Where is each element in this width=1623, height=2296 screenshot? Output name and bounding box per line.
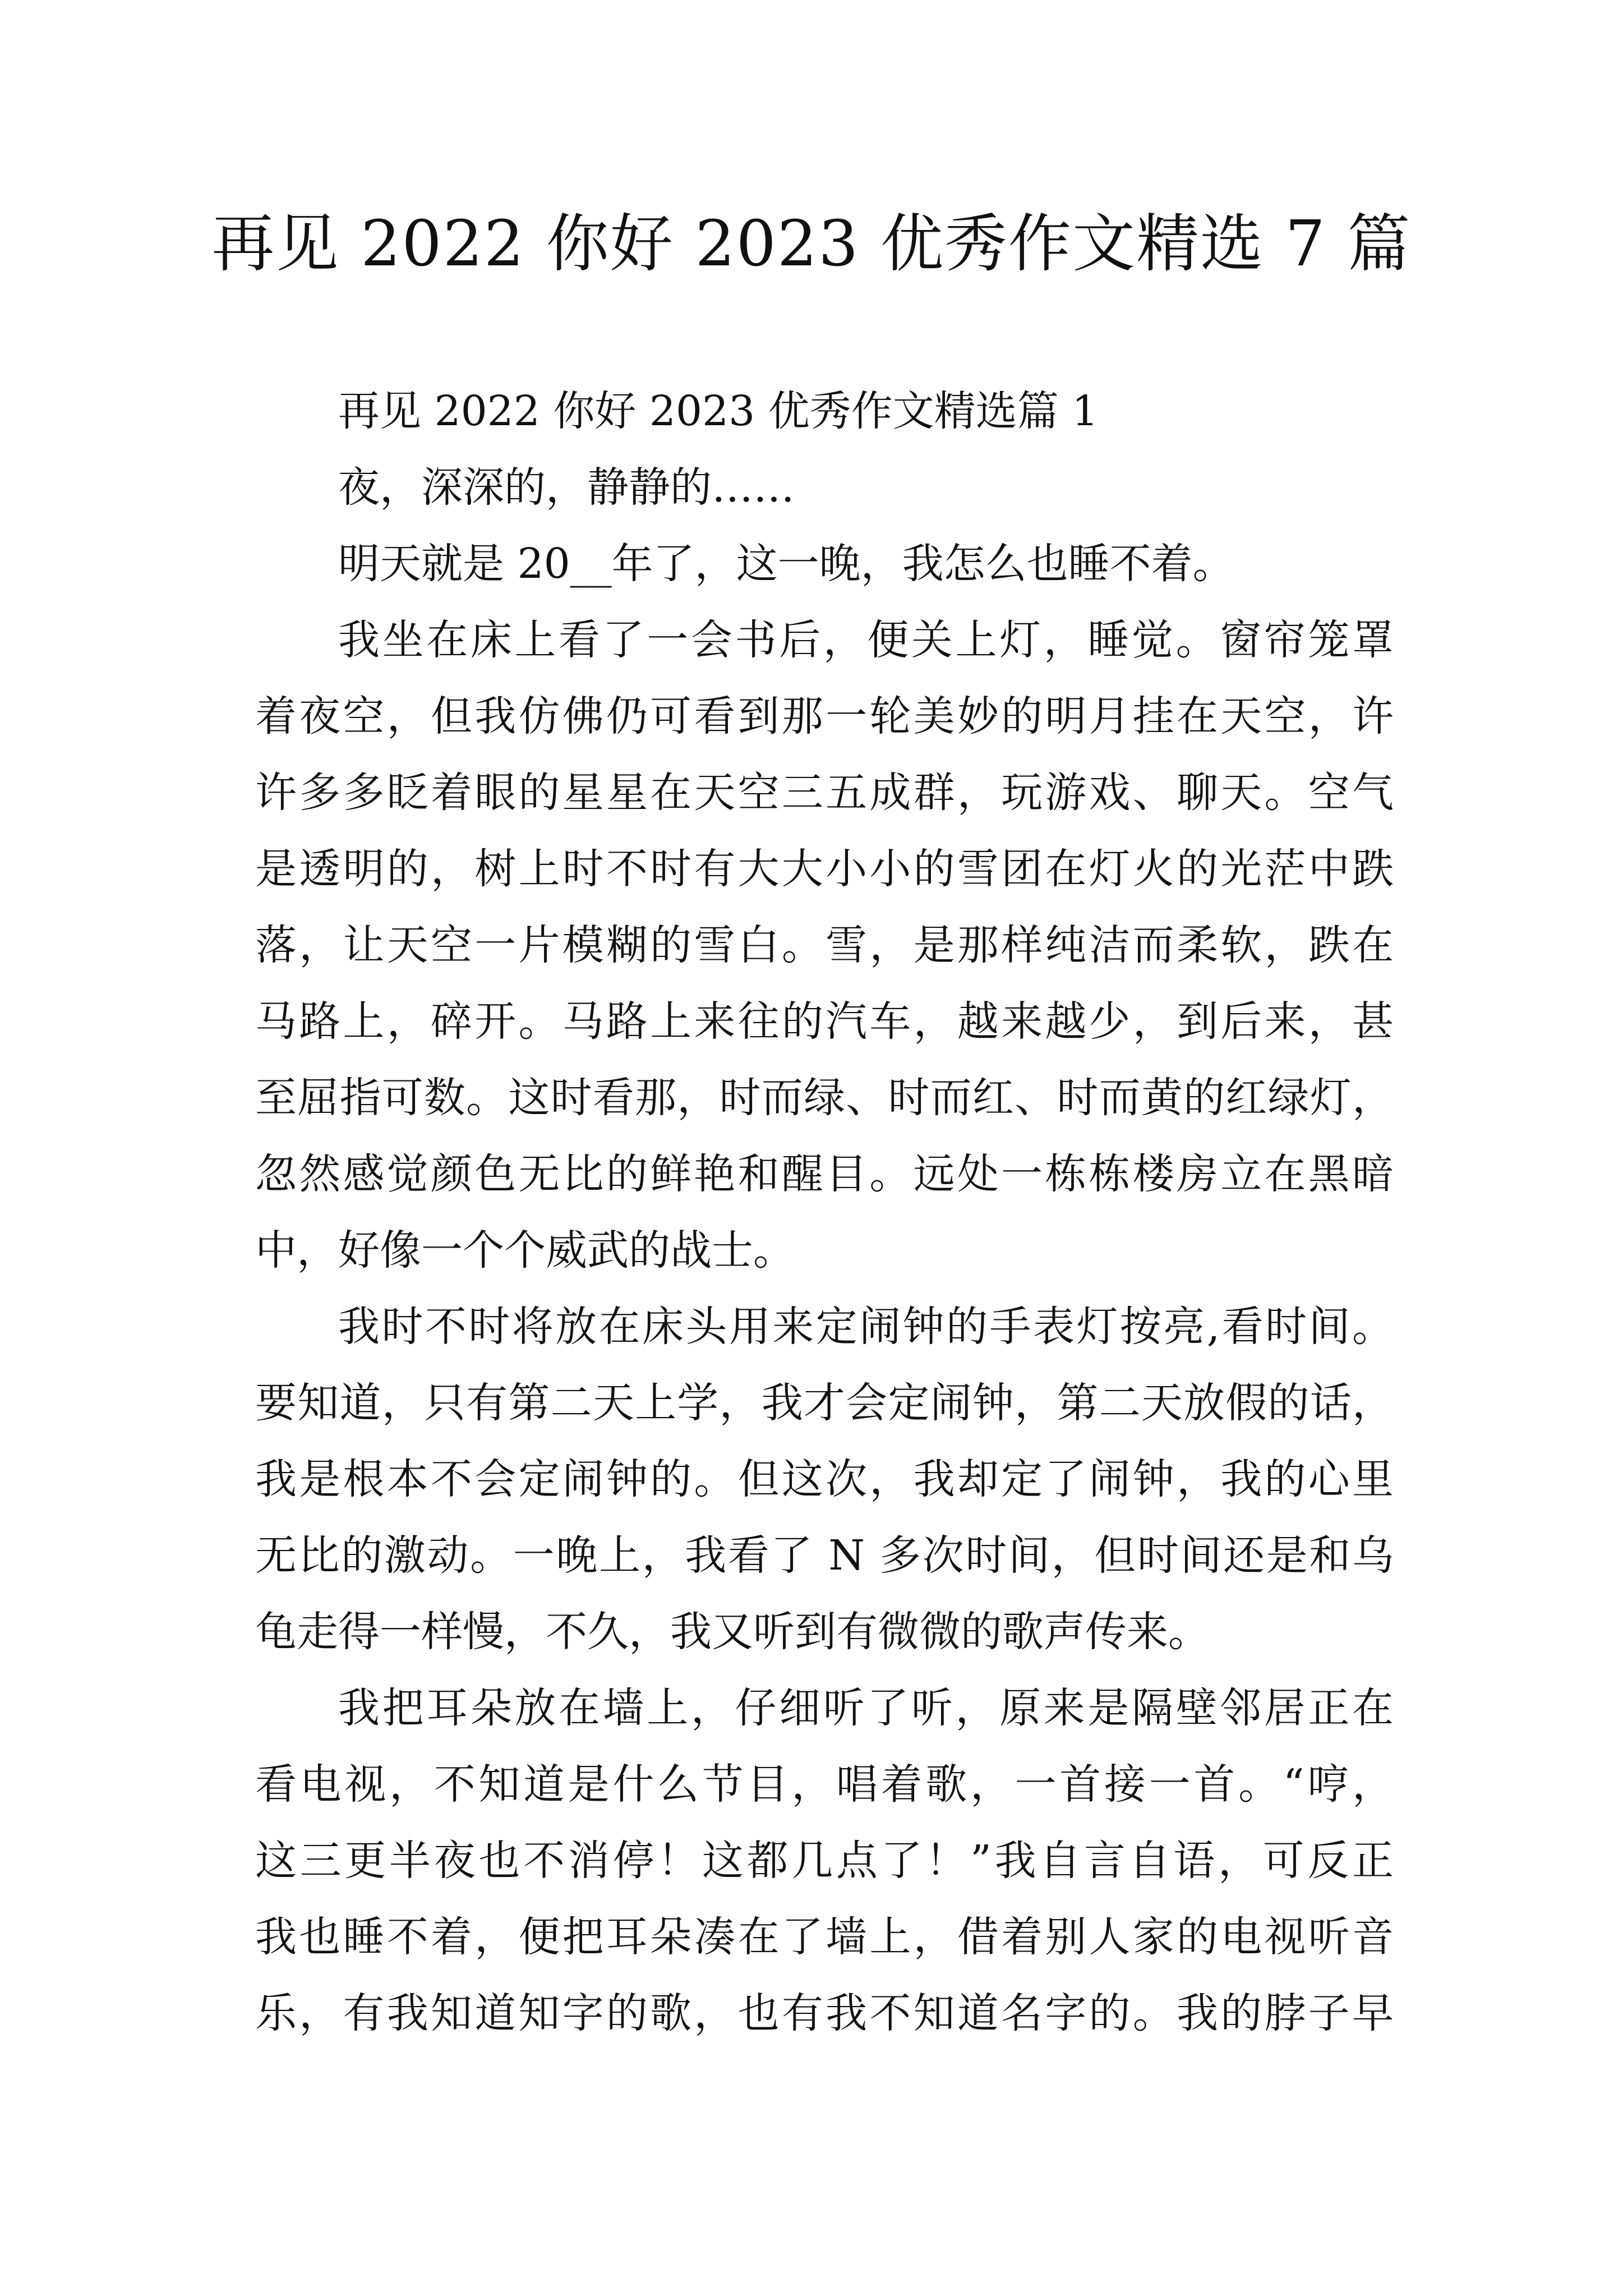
text-line: 我是根本不会定闹钟的。但这次，我却定了闹钟，我的心里 [255, 1455, 1394, 1503]
text-line: 明天就是 20__年了，这一晚，我怎么也睡不着。 [338, 540, 1234, 588]
text-line: 着夜空，但我仿佛仍可看到那一轮美妙的明月挂在天空，许 [255, 692, 1394, 740]
text-line: 我坐在床上看了一会书后，便关上灯，睡觉。窗帘笼罩 [338, 616, 1394, 664]
text-line: 至屈指可数。这时看那，时而绿、时而红、时而黄的红绿灯， [255, 1074, 1394, 1122]
text-line: 夜，深深的，静静的…… [338, 463, 795, 512]
text-line: 落，让天空一片模糊的雪白。雪，是那样纯洁而柔软，跌在 [255, 921, 1394, 969]
document-body [255, 373, 1394, 2051]
text-line: 这三更半夜也不消停！这都几点了！”我自言自语，可反正 [255, 1837, 1394, 1885]
text-line: 许多多眨着眼的星星在天空三五成群，玩游戏、聊天。空气 [255, 769, 1394, 817]
text-line: 我也睡不着，便把耳朵凑在了墙上，借着别人家的电视听音 [255, 1913, 1394, 1961]
text-line: 我把耳朵放在墙上，仔细听了听，原来是隔壁邻居正在 [338, 1684, 1394, 1732]
text-line: 中，好像一个个威武的战士。 [255, 1226, 795, 1274]
text-line: 再见 2022 你好 2023 优秀作文精选篇 1 [338, 387, 1099, 435]
text-line: 看电视，不知道是什么节目，唱着歌，一首接一首。“哼， [255, 1760, 1394, 1809]
text-line: 忽然感觉颜色无比的鲜艳和醒目。远处一栋栋楼房立在黑暗 [255, 1150, 1394, 1198]
text-line: 马路上，碎开。马路上来往的汽车，越来越少，到后来，甚 [255, 997, 1394, 1046]
document-title: 再见 2022 你好 2023 优秀作文精选 7 篇 [211, 208, 1412, 280]
text-line: 要知道，只有第二天上学，我才会定闹钟，第二天放假的话， [255, 1379, 1394, 1427]
text-line: 无比的激动。一晚上，我看了 N 多次时间，但时间还是和乌 [255, 1531, 1394, 1580]
text-line: 我时不时将放在床头用来定闹钟的手表灯按亮,看时间。 [338, 1303, 1394, 1351]
text-line: 是透明的，树上时不时有大大小小的雪团在灯火的光茫中跌 [255, 845, 1394, 893]
text-line: 乐，有我知道知字的歌，也有我不知道名字的。我的脖子早 [255, 1989, 1394, 2037]
text-line: 龟走得一样慢，不久，我又听到有微微的歌声传来。 [255, 1608, 1210, 1656]
